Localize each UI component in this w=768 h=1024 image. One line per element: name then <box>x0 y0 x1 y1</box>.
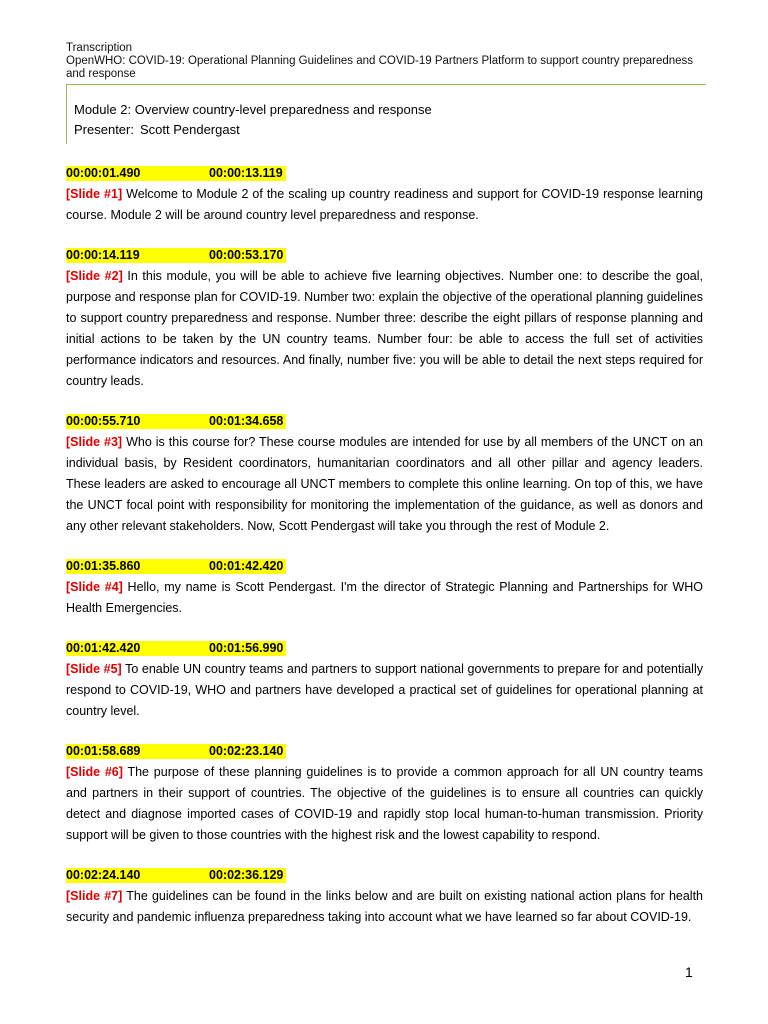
slide-label: [Slide #7] <box>66 889 123 903</box>
slide-label: [Slide #2] <box>66 269 123 283</box>
presenter-name: Scott Pendergast <box>139 122 240 137</box>
slide-label: [Slide #3] <box>66 435 123 449</box>
transcript-text: The guidelines can be found in the links below and are built on existing national action plans for health security and pandemic influenza preparedness taking into account what we have learned so far about COVID-19. <box>66 889 704 924</box>
timestamp-start: 00:02:24.140 <box>66 868 141 882</box>
transcript-segment <box>66 866 703 928</box>
transcript-paragraph <box>66 266 703 392</box>
transcript-paragraph <box>66 659 703 722</box>
document-header <box>66 42 706 81</box>
timestamp-start: 00:00:01.490 <box>66 166 141 180</box>
timestamp-start: 00:00:55.710 <box>66 414 141 428</box>
timestamp-start: 00:01:35.860 <box>66 559 141 573</box>
presenter-label: Presenter: <box>74 122 134 137</box>
timestamp-row <box>66 557 703 577</box>
timestamp-row <box>66 742 703 762</box>
timestamp-start: 00:00:14.119 <box>66 248 140 262</box>
timestamp-end: 00:00:13.119 <box>209 166 283 180</box>
page-number: 1 <box>685 964 693 980</box>
transcript-paragraph <box>66 577 703 619</box>
header-course-title: OpenWHO: COVID-19: Operational Planning Guidelines and COVID-19 Partners Platform to support country preparedness <box>66 55 694 67</box>
timestamp-row <box>66 164 703 184</box>
timestamp-end: 00:01:56.990 <box>209 641 284 655</box>
slide-label: [Slide #6] <box>66 765 123 779</box>
timestamp-row <box>66 866 703 886</box>
header-label: Transcription <box>66 42 133 54</box>
timestamp-end: 00:02:36.129 <box>209 868 284 882</box>
timestamp-end: 00:02:23.140 <box>209 744 284 758</box>
transcript-segment <box>66 639 703 722</box>
slide-label: [Slide #4] <box>66 580 123 594</box>
header-course-title-cont: and response <box>66 68 136 80</box>
timestamp-row <box>66 412 703 432</box>
transcript-text: The purpose of these planning guidelines is to provide a common approach for all UN country teams and partners in their support of countries. The objective of the guidelines is to ensure all countries can quickly detect and diagnose imported cases of COVID-19 and rapidly stop local human-to-human transmission. Priority support will be given to those countries with the highest risk and the lowest capability to respond. <box>66 765 703 842</box>
timestamp-start: 00:01:42.420 <box>66 641 141 655</box>
module-info-box <box>66 84 707 144</box>
timestamp-row <box>66 246 703 266</box>
presenter-row <box>74 122 240 137</box>
module-title: Module 2: Overview country-level preparedness and response <box>74 102 432 117</box>
timestamp-start: 00:01:58.689 <box>66 744 141 758</box>
transcript-paragraph <box>66 886 703 928</box>
transcript-body <box>66 164 703 948</box>
transcript-segment <box>66 246 703 392</box>
transcript-segment <box>66 412 703 537</box>
slide-label: [Slide #1] <box>66 187 123 201</box>
transcript-text: Hello, my name is Scott Pendergast. I'm the director of Strategic Planning and Partnerships for WHO Health Emergencies. <box>66 580 703 615</box>
transcript-segment <box>66 557 703 619</box>
transcript-segment <box>66 164 703 226</box>
timestamp-row <box>66 639 703 659</box>
timestamp-end: 00:01:34.658 <box>209 414 284 428</box>
transcript-text: To enable UN country teams and partners to support national governments to prepare for and potentially respond to COVID-19, WHO and partners have developed a practical set of guidelines for operational planning at country level. <box>66 662 703 718</box>
transcript-text: Who is this course for? These course modules are intended for use by all members of the UNCT on an individual basis, by Resident coordinators, humanitarian coordinators and all other pillar and agency leaders. These leaders are asked to encourage all UNCT members to complete this online learning. On top of this, we have the UNCT focal point with responsibility for monitoring the implementation of the guidance, as well as donors and any other relevant stakeholders. Now, Scott Pendergast will take you through the rest of Module 2. <box>66 435 703 533</box>
transcript-paragraph <box>66 184 703 226</box>
transcript-text: Welcome to Module 2 of the scaling up country readiness and support for COVID-19 response learning course. Module 2 will be around country level preparedness and response. <box>66 187 703 222</box>
slide-label: [Slide #5] <box>66 662 122 676</box>
transcript-paragraph <box>66 762 703 846</box>
timestamp-end: 00:00:53.170 <box>209 248 284 262</box>
transcript-text: In this module, you will be able to achieve five learning objectives. Number one: to describe the goal, purpose and response plan for COVID-19. Number two: explain the objective of the operational planning guidelines to support country preparedness and response. Number three: describe the eight pillars of response planning and initial actions to be taken by the UN country teams. Number four: be able to access the full set of activities performance indicators and resources. And finally, number five: you will be able to detail the next steps required for country leads. <box>66 269 703 388</box>
timestamp-end: 00:01:42.420 <box>209 559 284 573</box>
transcript-paragraph <box>66 432 703 537</box>
transcript-segment <box>66 742 703 846</box>
